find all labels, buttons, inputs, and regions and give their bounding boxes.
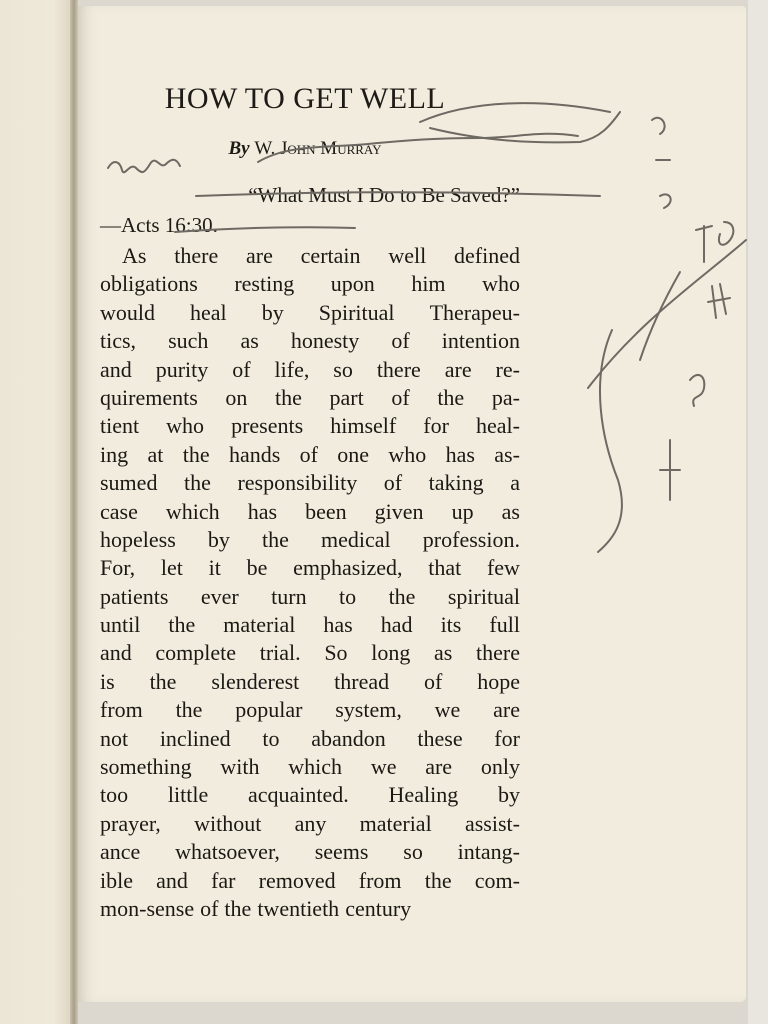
book-gutter: [70, 0, 78, 1024]
epigraph-reference: —Acts 16:30.: [100, 213, 218, 237]
body-line: quirements on the part of the pa-: [100, 384, 520, 410]
page-title: HOW TO GET WELL: [164, 82, 446, 115]
body-line: something with which we are only: [100, 754, 520, 780]
byline: [125, 138, 485, 160]
body-line: sumed the responsibility of taking a: [100, 470, 520, 496]
body-line: hopeless by the medical profession.: [100, 526, 520, 552]
body-line: ible and far removed from the com-: [100, 867, 520, 893]
left-page: [0, 0, 76, 1024]
background: [748, 0, 768, 1024]
body-line: ance whatsoever, seems so intang-: [100, 839, 520, 865]
body-line: not inclined to abandon these for: [100, 725, 520, 751]
body-line: until the material has had its full: [100, 612, 520, 638]
body-line: obligations resting upon him who: [100, 271, 520, 297]
body-line: ing at the hands of one who has as-: [100, 441, 520, 467]
body-line: and complete trial. So long as there: [100, 640, 520, 666]
body-line: tient who presents himself for heal-: [100, 413, 520, 439]
body-line: and purity of life, so there are re-: [100, 356, 520, 382]
body-line: mon-sense of the twentieth century: [100, 895, 412, 921]
body-line: For, let it be emphasized, that few: [100, 555, 520, 581]
body-line: too little acquainted. Healing by: [100, 782, 520, 808]
body-line: patients ever turn to the spiritual: [100, 583, 520, 609]
body-line: from the popular system, we are: [100, 697, 520, 723]
body-line: is the slenderest thread of hope: [100, 668, 520, 694]
body-line: case which has been given up as: [100, 498, 520, 524]
epigraph: “What Must I Do to Be Saved?”: [248, 183, 520, 207]
body-line: would heal by Spiritual Therapeu-: [100, 299, 520, 325]
byline-by: By: [228, 138, 250, 159]
body-text: [100, 242, 520, 923]
body-line: prayer, without any material assist-: [100, 810, 520, 836]
body-line: As there are certain well defined: [122, 243, 520, 268]
byline-author: W. John Murray: [254, 138, 382, 159]
body-line: tics, such as honesty of intention: [100, 328, 520, 354]
